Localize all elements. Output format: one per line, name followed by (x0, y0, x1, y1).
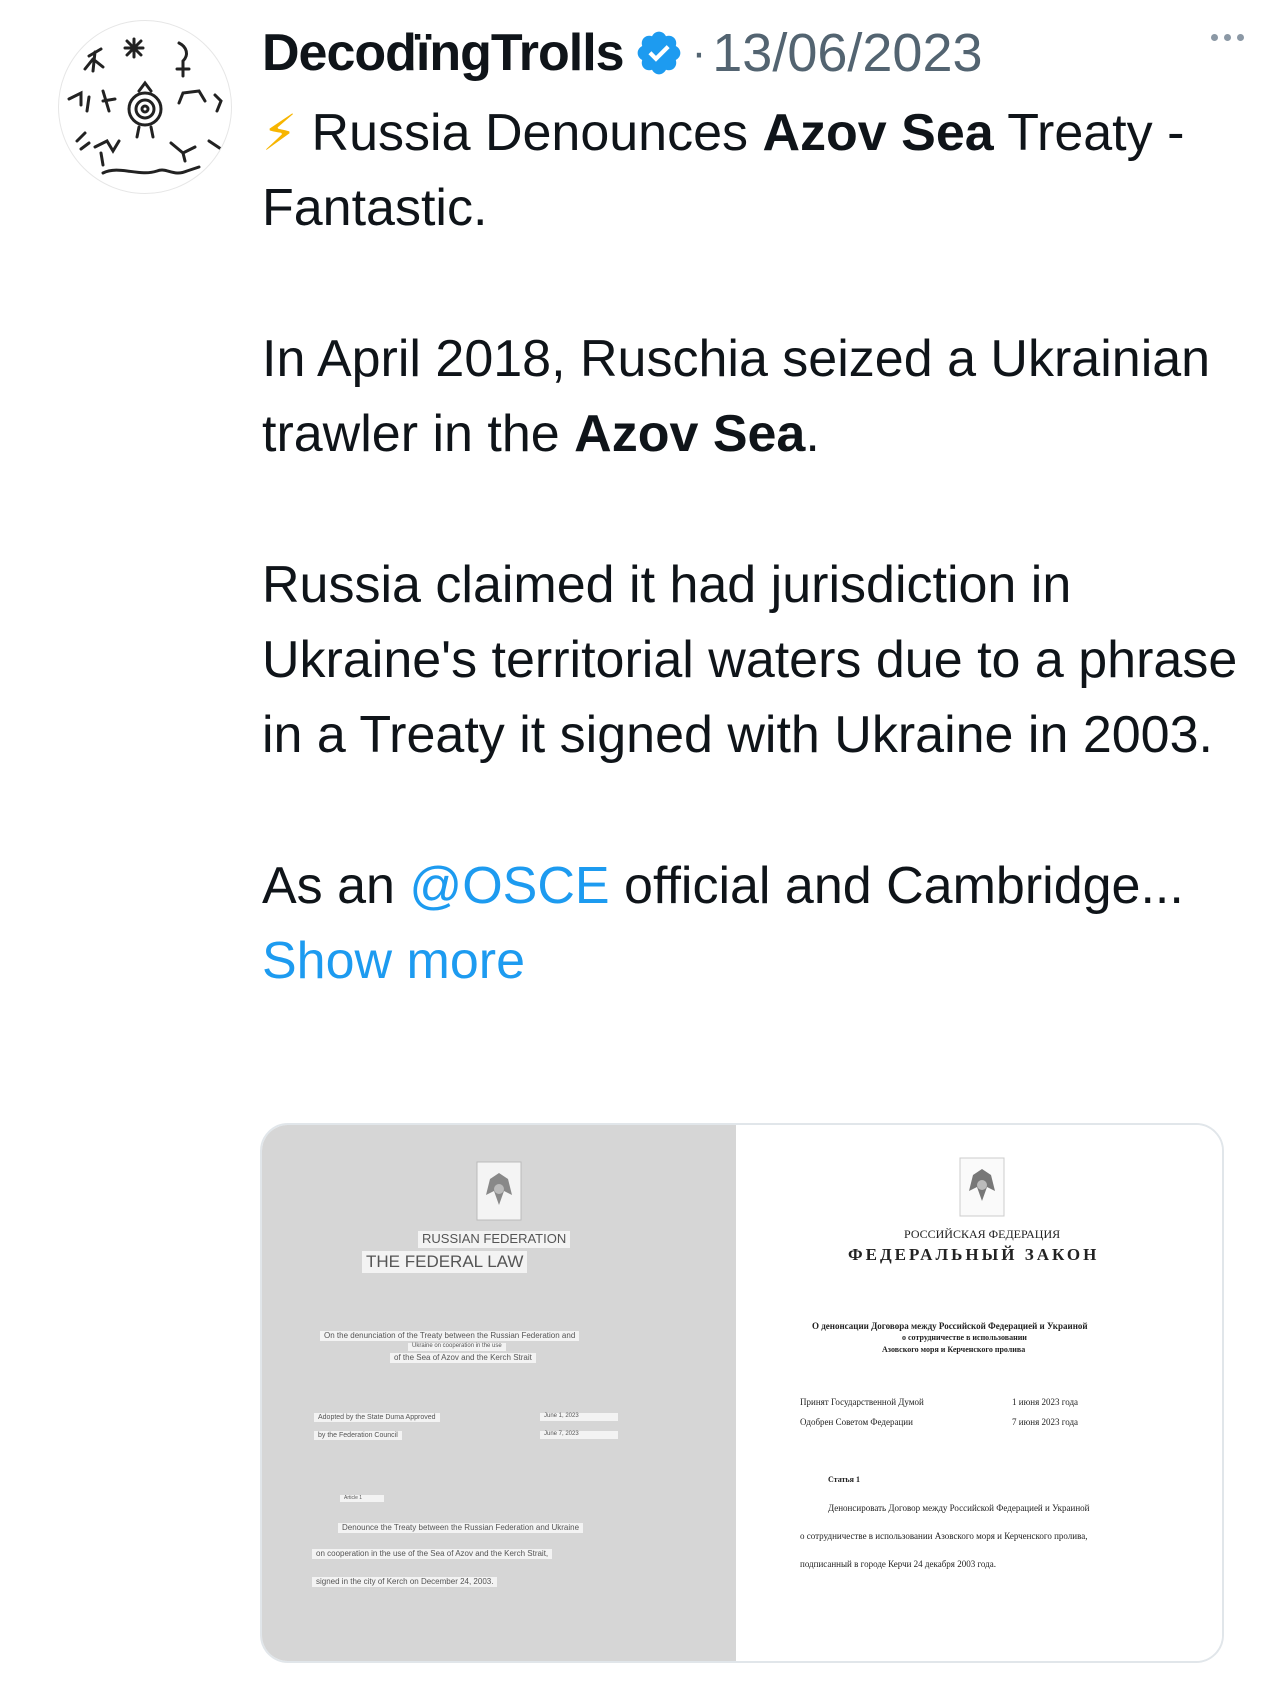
show-more-link[interactable]: Show more (262, 932, 525, 990)
doc-ru-title2: о сотрудничестве в использовании (902, 1333, 1027, 1342)
doc-ru-header1: РОССИЙСКАЯ ФЕДЕРАЦИЯ (904, 1227, 1061, 1241)
tweet-paragraph-1 (262, 96, 1262, 246)
text-run: Russia Denounces (297, 104, 763, 162)
bold-text: Azov Sea (762, 104, 994, 162)
doc-en-header2: THE FEDERAL LAW (362, 1251, 527, 1273)
doc-ru-body2: о сотрудничестве в использовании Азовского моря и Керченского пролива, (800, 1531, 1088, 1541)
media-attachment[interactable] (260, 1123, 1224, 1663)
russian-emblem-icon (959, 1157, 1005, 1217)
more-options-icon[interactable] (1211, 34, 1244, 41)
doc-ru-date2: 7 июня 2023 года (1012, 1417, 1079, 1427)
doc-en-date1: June 1, 2023 (540, 1413, 618, 1421)
tweet-text (262, 96, 1262, 1075)
avatar[interactable] (58, 20, 232, 194)
tweet-header (262, 18, 1244, 88)
doc-en-body1: Denounce the Treaty between the Russian Federation and Ukraine (338, 1523, 583, 1533)
doc-ru-body3: подписанный в городе Керчи 24 декабря 2003 года. (800, 1559, 996, 1569)
text-run: . (805, 405, 820, 463)
doc-en-date2: June 7, 2023 (540, 1431, 618, 1439)
doc-ru-header2: ФЕДЕРАЛЬНЫЙ ЗАКОН (848, 1245, 1100, 1264)
doc-ru-date1: 1 июня 2023 года (1012, 1397, 1079, 1407)
doc-ru-council: Одобрен Советом Федерации (800, 1417, 913, 1427)
tweet-paragraph-2 (262, 322, 1262, 472)
doc-en-article: Article 1 (340, 1495, 384, 1502)
doc-en-header1: RUSSIAN FEDERATION (418, 1231, 570, 1248)
doc-en-council: by the Federation Council (314, 1431, 402, 1440)
doc-en-title2: Ukraine on cooperation in the use (408, 1343, 506, 1351)
author-display-name[interactable]: DecodïngTrolls (262, 24, 624, 82)
doc-ru-body1: Денонсировать Договор между Российской Федерацией и Украиной (828, 1503, 1090, 1513)
separator-dot: · (691, 28, 707, 77)
doc-en-title3: of the Sea of Azov and the Kerch Strait (390, 1353, 536, 1363)
mention-link[interactable]: @OSCE (409, 857, 610, 915)
doc-ru-title3: Азовского моря и Керченского пролива (882, 1345, 1026, 1354)
doc-en-body3: signed in the city of Kerch on December 24, 2003. (312, 1577, 497, 1587)
tweet-paragraph-3: Russia claimed it had jurisdiction in Ukraine's territorial waters due to a phrase in a Treaty it signed with Ukraine in 2003. (262, 556, 1238, 764)
text-run: As an (262, 857, 410, 915)
bold-text: Azov Sea (574, 405, 806, 463)
text-run: In April 2018, Ruschia seized a Ukrainian trawler in the (262, 330, 1211, 463)
doc-ru-article: Статья 1 (828, 1475, 860, 1484)
tweet-paragraph-4 (262, 849, 1262, 999)
russian-emblem-icon (476, 1161, 522, 1221)
doc-en-title1: On the denunciation of the Treaty between the Russian Federation and (320, 1331, 579, 1341)
text-run: Treaty - Fantastic. (262, 104, 1185, 237)
doc-en-adopted: Adopted by the State Duma Approved (314, 1413, 440, 1422)
doc-ru-title1: О денонсации Договора между Российской Федерацией и Украиной (812, 1321, 1088, 1331)
english-document-image (262, 1125, 736, 1661)
doc-en-body2: on cooperation in the use of the Sea of Azov and the Kerch Strait, (312, 1549, 552, 1559)
verified-badge-icon[interactable] (634, 28, 684, 78)
doc-ru-adopted: Принят Государственной Думой (800, 1397, 924, 1407)
text-run: official and Cambridge... (609, 857, 1184, 915)
avatar-petroglyph-icon (59, 21, 231, 193)
lightning-icon: ⚡ (262, 105, 298, 161)
tweet-date[interactable]: 13/06/2023 (712, 23, 983, 83)
russian-document-image (736, 1125, 1222, 1661)
